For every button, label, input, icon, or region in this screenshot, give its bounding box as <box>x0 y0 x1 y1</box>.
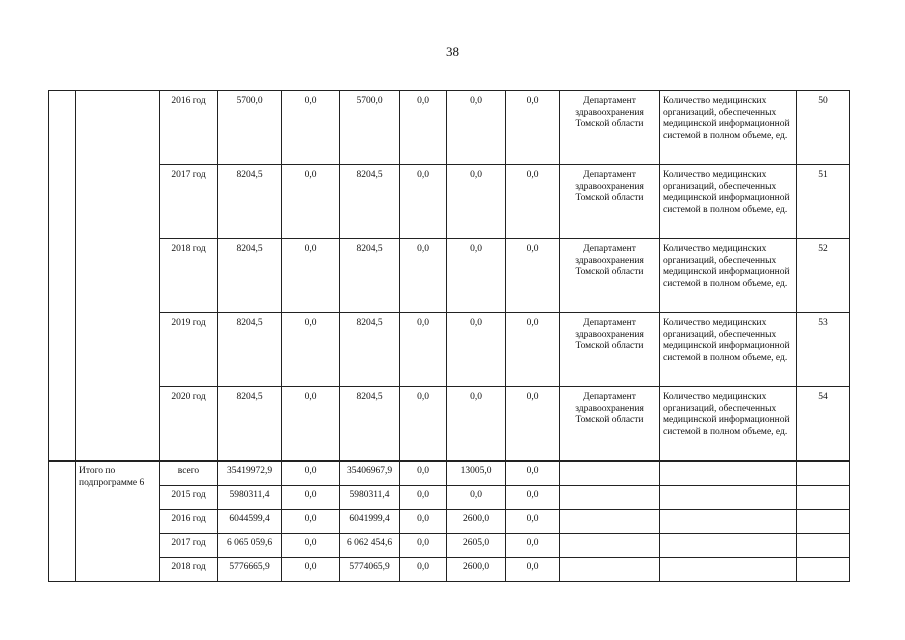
indicator-value-cell: 53 <box>797 313 850 387</box>
reg-cell: 8204,5 <box>340 239 400 313</box>
total-cell: 5776665,9 <box>218 558 282 582</box>
total-cell: 35419972,9 <box>218 461 282 486</box>
totals-label-cell: Итого по подпрограмме 6 <box>76 461 160 582</box>
indicator-cell <box>660 486 797 510</box>
department-cell: Департамент здравоохранения Томской области <box>560 387 660 462</box>
indicator-value-cell <box>797 461 850 486</box>
reg-cell: 5700,0 <box>340 91 400 165</box>
fed-cell: 0,0 <box>282 461 340 486</box>
local-cell: 0,0 <box>400 461 447 486</box>
reg-cell: 8204,5 <box>340 387 400 462</box>
indicator-cell: Количество медицинских организаций, обеспеченных медицинской информационной системой в полном объеме, ед. <box>660 387 797 462</box>
indicator-cell <box>660 510 797 534</box>
table-row <box>49 239 850 313</box>
table-row <box>49 461 850 486</box>
department-cell <box>560 558 660 582</box>
reg-cell: 6041999,4 <box>340 510 400 534</box>
fed-cell: 0,0 <box>282 165 340 239</box>
local-cell: 0,0 <box>400 91 447 165</box>
year-cell: 2019 год <box>160 313 218 387</box>
other-cell: 0,0 <box>506 558 560 582</box>
nonbudget-cell: 0,0 <box>447 165 506 239</box>
indicator-value-cell <box>797 486 850 510</box>
other-cell: 0,0 <box>506 387 560 462</box>
indicator-value-cell: 52 <box>797 239 850 313</box>
indicator-cell <box>660 461 797 486</box>
indicator-cell: Количество медицинских организаций, обеспеченных медицинской информационной системой в полном объеме, ед. <box>660 239 797 313</box>
fed-cell: 0,0 <box>282 91 340 165</box>
table-row <box>49 313 850 387</box>
nonbudget-cell: 0,0 <box>447 239 506 313</box>
table-row <box>49 558 850 582</box>
table-row <box>49 387 850 462</box>
reg-cell: 6 062 454,6 <box>340 534 400 558</box>
year-cell: 2018 год <box>160 558 218 582</box>
other-cell: 0,0 <box>506 239 560 313</box>
indicator-value-cell: 54 <box>797 387 850 462</box>
nonbudget-cell: 0,0 <box>447 91 506 165</box>
other-cell: 0,0 <box>506 510 560 534</box>
reg-cell: 35406967,9 <box>340 461 400 486</box>
fed-cell: 0,0 <box>282 510 340 534</box>
indicator-value-cell <box>797 534 850 558</box>
measure-name-cell <box>76 91 160 462</box>
local-cell: 0,0 <box>400 387 447 462</box>
page-number: 38 <box>446 44 459 59</box>
year-cell: 2016 год <box>160 91 218 165</box>
local-cell: 0,0 <box>400 486 447 510</box>
fed-cell: 0,0 <box>282 534 340 558</box>
nonbudget-cell: 2600,0 <box>447 558 506 582</box>
table-row <box>49 510 850 534</box>
year-cell: 2017 год <box>160 534 218 558</box>
table-row <box>49 486 850 510</box>
department-cell: Департамент здравоохранения Томской области <box>560 313 660 387</box>
row-number-cell <box>49 461 76 582</box>
reg-cell: 5774065,9 <box>340 558 400 582</box>
other-cell: 0,0 <box>506 313 560 387</box>
total-cell: 8204,5 <box>218 239 282 313</box>
other-cell: 0,0 <box>506 486 560 510</box>
year-cell: 2020 год <box>160 387 218 462</box>
other-cell: 0,0 <box>506 461 560 486</box>
other-cell: 0,0 <box>506 91 560 165</box>
year-cell: 2017 год <box>160 165 218 239</box>
reg-cell: 8204,5 <box>340 165 400 239</box>
other-cell: 0,0 <box>506 165 560 239</box>
reg-cell: 8204,5 <box>340 313 400 387</box>
local-cell: 0,0 <box>400 558 447 582</box>
department-cell <box>560 461 660 486</box>
total-cell: 8204,5 <box>218 313 282 387</box>
department-cell <box>560 534 660 558</box>
nonbudget-cell: 13005,0 <box>447 461 506 486</box>
total-cell: 6044599,4 <box>218 510 282 534</box>
total-cell: 5980311,4 <box>218 486 282 510</box>
department-cell: Департамент здравоохранения Томской области <box>560 165 660 239</box>
indicator-value-cell: 50 <box>797 91 850 165</box>
row-number-cell <box>49 91 76 462</box>
year-cell: 2015 год <box>160 486 218 510</box>
indicator-cell: Количество медицинских организаций, обеспеченных медицинской информационной системой в полном объеме, ед. <box>660 91 797 165</box>
subprogram-table <box>48 90 850 582</box>
nonbudget-cell: 2600,0 <box>447 510 506 534</box>
table-row <box>49 534 850 558</box>
indicator-cell <box>660 558 797 582</box>
fed-cell: 0,0 <box>282 313 340 387</box>
local-cell: 0,0 <box>400 510 447 534</box>
department-cell: Департамент здравоохранения Томской области <box>560 91 660 165</box>
year-cell: 2018 год <box>160 239 218 313</box>
reg-cell: 5980311,4 <box>340 486 400 510</box>
indicator-cell: Количество медицинских организаций, обеспеченных медицинской информационной системой в полном объеме, ед. <box>660 313 797 387</box>
indicator-value-cell <box>797 510 850 534</box>
indicator-value-cell <box>797 558 850 582</box>
year-cell: всего <box>160 461 218 486</box>
nonbudget-cell: 0,0 <box>447 313 506 387</box>
total-cell: 8204,5 <box>218 387 282 462</box>
department-cell <box>560 486 660 510</box>
table-row <box>49 91 850 165</box>
fed-cell: 0,0 <box>282 239 340 313</box>
fed-cell: 0,0 <box>282 387 340 462</box>
department-cell: Департамент здравоохранения Томской области <box>560 239 660 313</box>
total-cell: 6 065 059,6 <box>218 534 282 558</box>
department-cell <box>560 510 660 534</box>
indicator-value-cell: 51 <box>797 165 850 239</box>
total-cell: 5700,0 <box>218 91 282 165</box>
indicator-cell <box>660 534 797 558</box>
local-cell: 0,0 <box>400 239 447 313</box>
total-cell: 8204,5 <box>218 165 282 239</box>
fed-cell: 0,0 <box>282 558 340 582</box>
local-cell: 0,0 <box>400 313 447 387</box>
year-cell: 2016 год <box>160 510 218 534</box>
other-cell: 0,0 <box>506 534 560 558</box>
nonbudget-cell: 2605,0 <box>447 534 506 558</box>
local-cell: 0,0 <box>400 165 447 239</box>
indicator-cell: Количество медицинских организаций, обеспеченных медицинской информационной системой в полном объеме, ед. <box>660 165 797 239</box>
nonbudget-cell: 0,0 <box>447 387 506 462</box>
nonbudget-cell: 0,0 <box>447 486 506 510</box>
local-cell: 0,0 <box>400 534 447 558</box>
table-row <box>49 165 850 239</box>
fed-cell: 0,0 <box>282 486 340 510</box>
